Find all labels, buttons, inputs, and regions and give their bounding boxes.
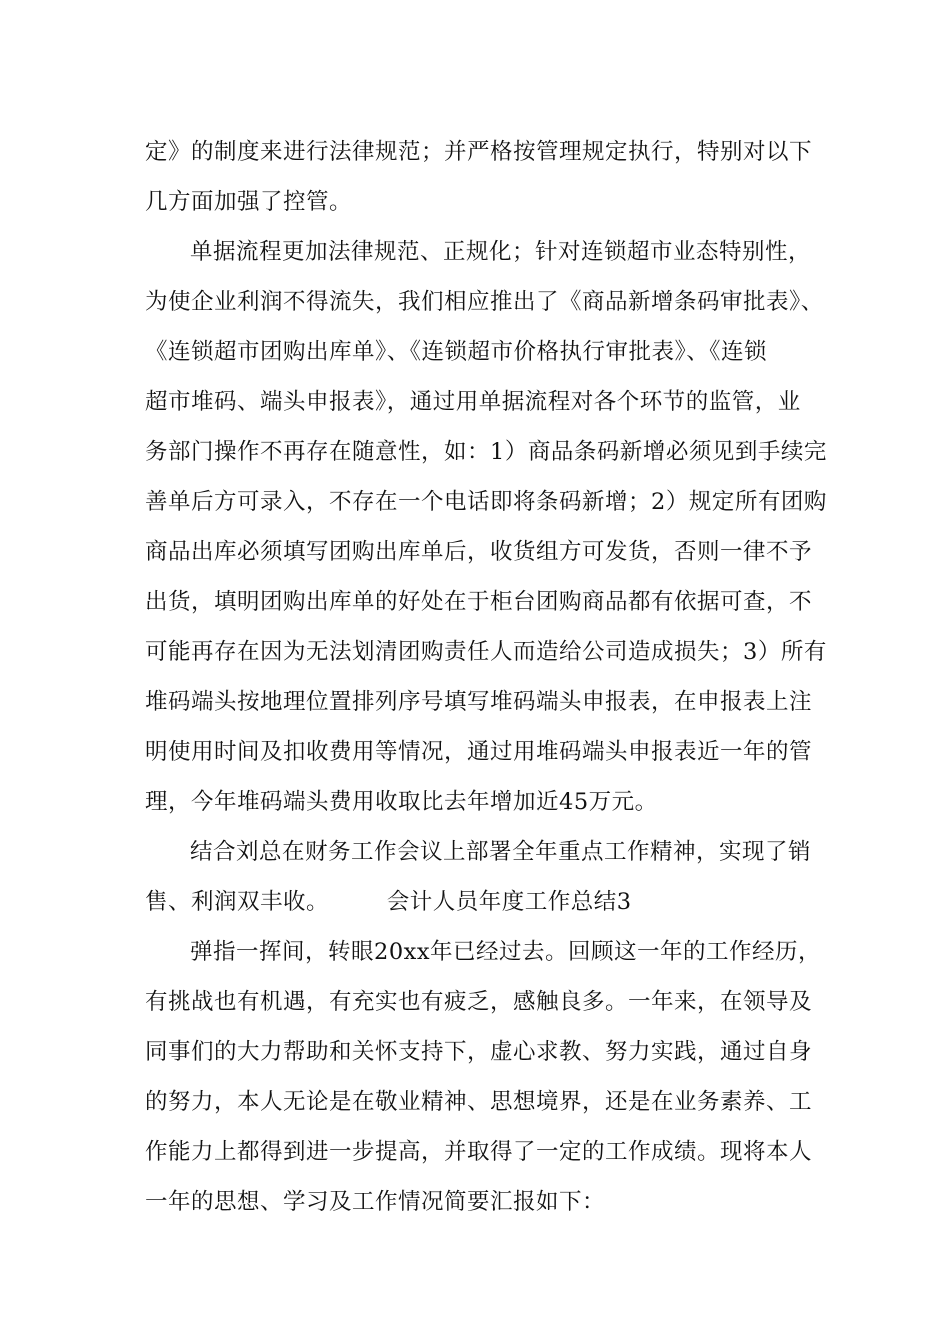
text-line: 几方面加强了控管。: [145, 189, 353, 215]
text-line: 售、利润双丰收。 会计人员年度工作总结3: [145, 889, 632, 915]
text-line: 同事们的大力帮助和关怀支持下，虚心求教、努力实践，通过自身: [145, 1039, 813, 1065]
text-line: 明使用时间及扣收费用等情况，通过用堆码端头申报表近一年的管: [145, 739, 813, 765]
text-line: 堆码端头按地理位置排列序号填写堆码端头申报表，在申报表上注: [145, 689, 813, 715]
text-line: 《连锁超市团购出库单》、《连锁超市价格执行审批表》、《连锁: [145, 339, 768, 365]
paragraph-start-line: 单据流程更加法律规范、正规化；针对连锁超市业态特别性，: [190, 239, 812, 265]
text-line: 一年的思想、学习及工作情况简要汇报如下：: [145, 1189, 606, 1215]
text-line: 理，今年堆码端头费用收取比去年增加近45万元。: [145, 789, 658, 815]
text-line: 作能力上都得到进一步提高，并取得了一定的工作成绩。现将本人: [145, 1139, 813, 1165]
paragraph-start-line: 结合刘总在财务工作会议上部署全年重点工作精神，实现了销: [190, 839, 812, 865]
text-line: 有挑战也有机遇，有充实也有疲乏，感触良多。一年来，在领导及: [145, 989, 813, 1015]
text-line: 商品出库必须填写团购出库单后，收货组方可发货，否则一律不予: [145, 539, 813, 565]
text-line: 的努力，本人无论是在敬业精神、思想境界，还是在业务素养、工: [145, 1089, 813, 1115]
text-line: 出货，填明团购出库单的好处在于柜台团购商品都有依据可查，不: [145, 589, 813, 615]
text-line: 可能再存在因为无法划清团购责任人而造给公司造成损失；3）所有: [145, 639, 827, 665]
paragraph-start-line: 弹指一挥间，转眼20xx年已经过去。回顾这一年的工作经历，: [190, 939, 822, 965]
text-line: 超市堆码、端头申报表》，通过用单据流程对各个环节的监管，业: [145, 389, 801, 415]
text-line: 为使企业利润不得流失，我们相应推出了《商品新增条码审批表》、: [145, 289, 824, 315]
text-line: 务部门操作不再存在随意性，如：1）商品条码新增必须见到手续完: [145, 439, 827, 465]
text-line: 定》的制度来进行法律规范；并严格按管理规定执行，特别对以下: [145, 139, 813, 165]
text-line: 善单后方可录入，不存在一个电话即将条码新增；2）规定所有团购: [145, 489, 827, 515]
